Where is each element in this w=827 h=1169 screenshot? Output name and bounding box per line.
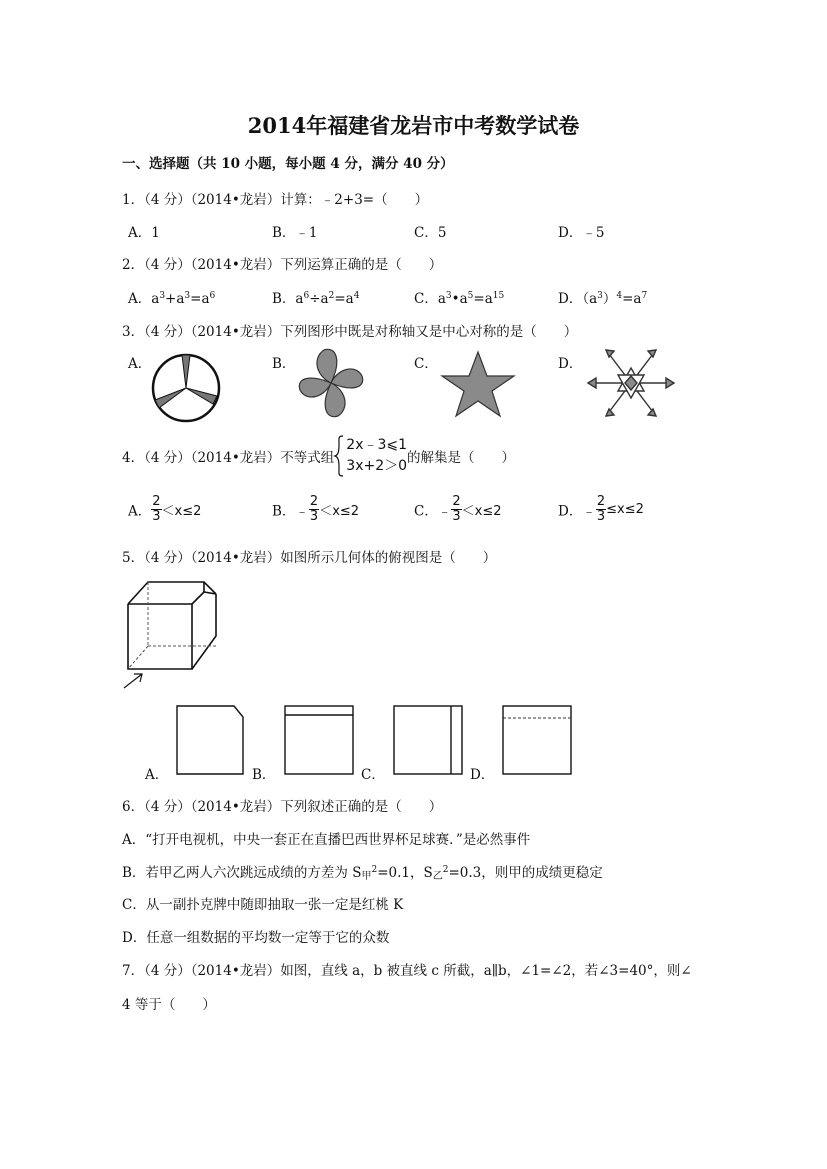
q4-option-a: A． $\frac{2}{3}$ ＜x≤2 bbox=[128, 494, 202, 524]
q4-option-c: C．﹣ $\frac{2}{3}$ ＜x≤2 bbox=[414, 494, 502, 524]
brace-icon bbox=[334, 435, 344, 477]
q4-option-d: D．﹣ $\frac{2}{3}$ ≤x≤2 bbox=[558, 494, 644, 524]
q2-option-c: C．$a^3•a^5=a^{15}$ bbox=[414, 291, 505, 307]
q5-option-a-label: A． bbox=[145, 767, 169, 783]
q3-option-c-label: C． bbox=[414, 356, 438, 372]
q1-option-a: A．1 bbox=[128, 225, 160, 241]
question-4-stem: 4．（4 分）（2014•龙岩）不等式组 2x﹣3⩽1 3x+2＞0 的解集是（ ） bbox=[122, 435, 515, 477]
q4-option-b: B．﹣ $\frac{2}{3}$ ＜x≤2 bbox=[272, 494, 360, 524]
q6-option-c: C．从一副扑克牌中随即抽取一张一定是红桃 K bbox=[122, 897, 404, 913]
q5-option-b-figure bbox=[284, 705, 354, 775]
q3-figure-b-pinwheel bbox=[296, 346, 366, 420]
question-1-stem: 1．（4 分）（2014•龙岩）计算：﹣2+3=（ ） bbox=[122, 192, 429, 208]
q5-option-d-label: D． bbox=[470, 767, 495, 783]
q6-option-b: B．若甲乙两人六次跳远成绩的方差为 $S_甲^2=0.1$，$S_乙^2=0.3$，则甲的成绩更稳定 bbox=[122, 865, 603, 882]
q5-option-b-label: B． bbox=[252, 767, 276, 783]
question-5-stem: 5．（4 分）（2014•龙岩）如图所示几何体的俯视图是（ ） bbox=[122, 550, 497, 566]
q3-figure-c-star bbox=[440, 350, 516, 418]
q5-option-c-label: C． bbox=[361, 767, 385, 783]
q2-option-d: D．$(a^3)^4=a^7$ bbox=[558, 291, 648, 307]
q3-option-a-label: A． bbox=[128, 356, 152, 372]
q6-option-a: A．“打开电视机，中央一套正在直播巴西世界杯足球赛．”是必然事件 bbox=[122, 832, 531, 848]
q3-option-b-label: B． bbox=[272, 356, 296, 372]
q6-option-d: D．任意一组数据的平均数一定等于它的众数 bbox=[122, 930, 390, 946]
inequality-system: 2x﹣3⩽1 3x+2＞0 bbox=[334, 435, 407, 477]
q1-option-d: D．﹣5 bbox=[558, 225, 605, 241]
q5-option-c-figure bbox=[393, 705, 463, 775]
question-7-line-2: 4 等于（ ） bbox=[122, 997, 216, 1013]
q1-option-b: B．﹣1 bbox=[272, 225, 318, 241]
section-heading: 一、选择题（共 10 小题，每小题 4 分，满分 40 分） bbox=[122, 156, 454, 172]
question-6-stem: 6．（4 分）（2014•龙岩）下列叙述正确的是（ ） bbox=[122, 799, 443, 815]
q2-option-b: B．$a^6\div a^2=a^4$ bbox=[272, 291, 360, 307]
q3-option-d-label: D． bbox=[558, 356, 583, 372]
question-2-stem: 2．（4 分）（2014•龙岩）下列运算正确的是（ ） bbox=[122, 257, 443, 273]
q3-figure-d-snowflake bbox=[584, 346, 678, 420]
q5-option-d-figure bbox=[502, 705, 572, 775]
q5-option-a-figure bbox=[176, 705, 244, 775]
q5-solid-figure bbox=[118, 574, 228, 692]
q3-figure-a-circle bbox=[150, 352, 222, 424]
q2-option-a: A．$a^3+a^3=a^6$ bbox=[128, 291, 216, 307]
page-title: 2014年福建省龙岩市中考数学试卷 bbox=[247, 113, 580, 138]
q1-option-c: C．5 bbox=[414, 225, 447, 241]
question-7-line-1: 7．（4 分）（2014•龙岩）如图，直线 a，b 被直线 c 所截，a∥b，∠1=∠2，若∠3=40°，则∠ bbox=[122, 963, 692, 979]
question-3-stem: 3．（4 分）（2014•龙岩）下列图形中既是对称轴又是中心对称的是（ ） bbox=[122, 324, 578, 340]
